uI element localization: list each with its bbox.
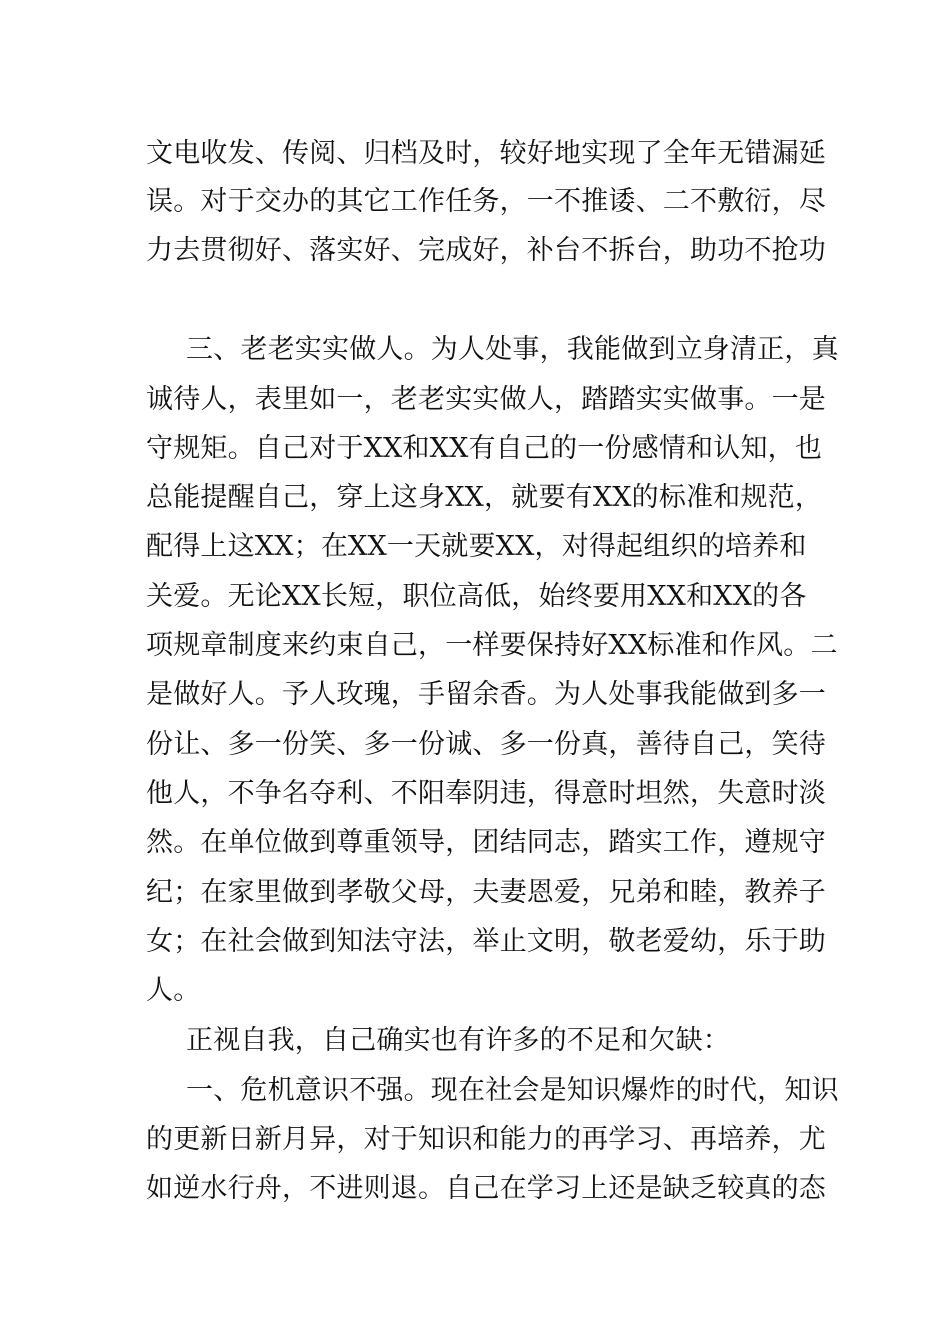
paragraph-start-line: 一、危机意识不强。现在社会是知识爆炸的时代，知识 — [186, 1075, 839, 1106]
text-line: 关爱。无论XX长短，职位高低，始终要用XX和XX的各 — [146, 581, 807, 612]
text-line: 份让、多一份笑、多一份诚、多一份真，善待自己，笑待 — [146, 729, 826, 760]
text-line: 女；在社会做到知法守法，举止文明，敬老爱幼，乐于助 — [146, 926, 826, 957]
paragraph-start-line: 三、老老实实做人。为人处事，我能做到立身清正，真 — [186, 334, 839, 365]
text-line: 总能提醒自己，穿上这身XX，就要有XX的标准和规范， — [146, 482, 823, 513]
text-line: 的更新日新月异，对于知识和能力的再学习、再培养，尤 — [146, 1124, 826, 1155]
text-line: 是做好人。予人玫瑰，手留余香。为人处事我能做到多一 — [146, 679, 826, 710]
text-line: 他人，不争名夺利、不阳奉阴违，得意时坦然，失意时淡 — [146, 778, 826, 809]
text-line: 守规矩。自己对于XX和XX有自己的一份感情和认知，也 — [146, 433, 823, 464]
text-line: 力去贯彻好、落实好、完成好，补台不拆台，助功不抢功 — [146, 235, 826, 266]
text-line: 人。 — [146, 975, 201, 1006]
text-line: 诚待人，表里如一，老老实实做人，踏踏实实做事。一是 — [146, 384, 826, 415]
paragraph-start-line: 正视自我，自己确实也有许多的不足和欠缺： — [186, 1025, 730, 1056]
text-line: 配得上这XX；在XX一天就要XX，对得起组织的培养和 — [146, 531, 807, 562]
text-line: 纪；在家里做到孝敬父母，夫妻恩爱，兄弟和睦，教养子 — [146, 877, 826, 908]
text-line: 误。对于交办的其它工作任务，一不推诿、二不敷衍，尽 — [146, 186, 826, 217]
text-line: 项规章制度来约束自己，一样要保持好XX标准和作风。二 — [146, 630, 838, 661]
text-line: 文电收发、传阅、归档及时，较好地实现了全年无错漏延 — [146, 138, 826, 169]
text-line: 如逆水行舟，不进则退。自己在学习上还是缺乏较真的态 — [146, 1173, 826, 1204]
text-line: 然。在单位做到尊重领导，团结同志，踏实工作，遵规守 — [146, 827, 826, 858]
